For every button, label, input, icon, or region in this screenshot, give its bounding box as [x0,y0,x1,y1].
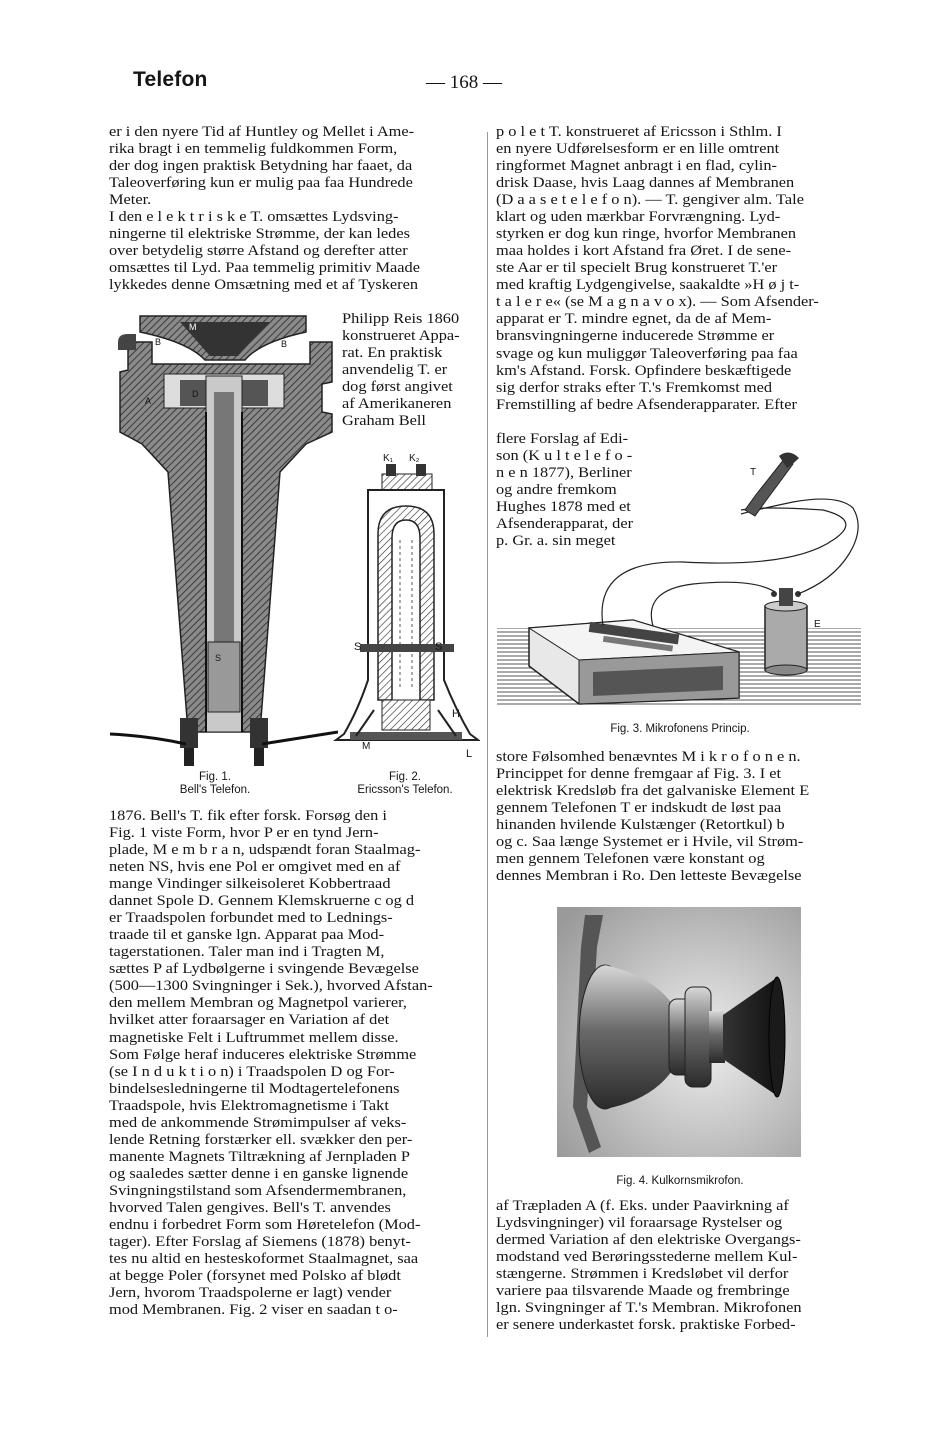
text-line: Meter. [109,192,152,209]
figure-3-microphone-principle [493,450,865,712]
column-rule [487,132,488,1337]
figure-1-label: D [192,389,199,399]
text-line: (D a a s e t e l e f o n). — T. gengiver alm. Tale [496,192,804,209]
text-line: rat. En praktisk [342,345,443,362]
figure-1-label: B [281,339,288,349]
text-line: ringformet Magnet anbragt i en flad, cylin- [496,158,777,175]
text-line: tager). Efter Forslag af Siemens (1878) benyt- [109,1234,411,1250]
figure-4-caption: Fig. 4. Kulkornsmikrofon. [616,1175,744,1187]
text-line: manente Magnets Tiltrækning af Jernpladen P [109,1148,410,1165]
figure-4-carbon-microphone-photo [557,907,801,1157]
figure-1-bell-telephone [110,312,338,768]
text-line: rika bragt i en temmelig fuldkommen Form, [109,141,398,158]
text-line: sættes P af Lydbølgerne i svingende Bevægelse [109,961,419,978]
text-line: anvendelig T. er [342,362,448,379]
text-line: Svingningstilstand som Afsendermembranen, [109,1182,407,1199]
text-line: Graham Bell [342,413,426,430]
text-line: Princippet for denne fremgaar af Fig. 3. I et [496,766,782,783]
text-line: variere paa tilsvarende Maade og frembringe [496,1283,790,1300]
running-head-title: Telefon [133,68,208,91]
text-line: er senere underkastet forsk. praktiske Forbed- [496,1317,796,1334]
text-line: tes nu altid en hesteskoformet Staalmagnet, saa [109,1251,419,1268]
text-line: km's Afstand. Forsk. Opfindere beskæftigede [496,362,792,379]
text-line: og saaledes sætter denne i en ganske lignende [109,1165,409,1182]
figure-1-label: B [155,337,162,347]
text-line: klart og uden mærkbar Forvrængning. Lyd- [496,209,781,226]
text-line: gennem Telefonen T er indskudt de løst paa [496,800,782,817]
text-line: stængerne. Strømmen i Kredsløbet vil derfor [496,1266,789,1283]
text-line: og andre fremkom [496,482,617,499]
text-line: er i den nyere Tid af Huntley og Mellet i Ame- [109,124,415,140]
figure-2-label: M [362,741,371,752]
text-line: 1876. Bell's T. fik efter forsk. Forsøg den i [109,808,387,824]
text-line: men gennem Telefonen være konstant og [496,851,765,868]
text-line: tagerstationen. Taler man ind i Tragten M, [109,944,385,961]
figure-2-label: H [452,708,460,720]
text-line: store Følsomhed benævntes M i k r o f o n e n. [496,749,801,765]
figure-1-label: S [215,653,222,663]
text-line: neten NS, hvis ene Pol er omgivet med en af [109,859,401,876]
figure-2-label: K₁ [383,453,394,464]
text-line: styrken er dog kun ringe, hvorfor Membranen [496,226,797,243]
text-line: traade til et ganske lgn. Apparat paa Mod- [109,927,385,944]
text-line: apparat er T. mindre egnet, da de af Mem- [496,311,772,328]
text-line: hinanden hvilende Kulstænger (Retortkul) b [496,817,785,834]
text-line: p. Gr. a. sin meget [496,533,616,550]
text-line: Traadspole, hvis Elektromagnetisme i Takt [109,1097,389,1114]
text-line: (500—1300 Svingninger i Sek.), hvorved Afstan- [109,978,433,995]
figure-2-label: L [466,748,473,760]
figure-2-caption-line2: Ericsson's Telefon. [357,784,453,796]
text-line: Som Følge heraf induceres elektriske Strømme [109,1046,417,1063]
text-line: lende Retning forstærker ell. svækker den per- [109,1131,413,1148]
text-line: (se I n d u k t i o n) i Traadspolen D og For- [109,1063,395,1080]
text-line: af Amerikaneren [342,396,452,413]
text-line: bindelsesledningerne til Modtagertelefonens [109,1080,400,1097]
figure-1-caption-line1: Fig. 1. [199,771,231,783]
figure-3-label-e: E [814,619,821,630]
text-line: dannet Spole D. Gennem Klemskruerne c og d [109,893,415,910]
text-line: Jern, hvorom Traadspolerne er lagt) vender [109,1285,392,1302]
text-line: elektrisk Kredsløb fra det galvaniske Element E [496,783,810,800]
figure-2-label: K₂ [409,453,420,464]
figure-2-label: S [354,641,362,653]
text-line: er Traadspolen forbundet med to Lednings- [109,910,393,927]
text-line: Taleoverføring kun er mulig paa faa Hundrede [109,175,413,192]
text-line: ste Aar er til specielt Brug konstrueret T.'er [496,260,778,277]
text-line: en nyere Udførelsesform er en lille omtrent [496,141,780,158]
text-line: Fig. 1 viste Form, hvor P er en tynd Jern- [109,825,379,842]
text-line: hvorved Talen gengives. Bell's T. anvendes [109,1199,391,1216]
text-line: endnu i forbedret Form som Høretelefon (Mod- [109,1216,421,1233]
text-line: flere Forslag af Edi- [496,431,629,447]
text-line: dog først angivet [342,379,453,396]
text-line: Lydsvingninger) vil foraarsage Rystelser og [496,1215,783,1232]
text-line: I den e l e k t r i s k e T. omsættes Lydsving- [109,209,399,226]
text-line: modstand ved Berøringsstederne mellem Kul- [496,1249,798,1266]
figure-2-caption-line1: Fig. 2. [389,771,421,783]
page-number: — 168 — [426,72,502,93]
text-line: dermed Variation af den elektriske Overgangs- [496,1232,801,1249]
text-line: t a l e r e« (se M a g n a v o x). — Som Afsender- [496,294,819,311]
text-line: Afsenderapparat, der [496,516,634,533]
text-line: konstrueret Appa- [342,328,460,345]
text-line: bransvingningerne inducerede Strømme er [496,328,775,345]
text-line: omsættes til Lyd. Paa temmelig primitiv Maade [109,260,420,277]
text-line: den mellem Membran og Magnetpol varierer, [109,995,408,1012]
text-line: Philipp Reis 1860 [342,311,460,328]
text-line: lykkedes denne Omsætning med et af Tyskeren [109,277,419,294]
text-line: dennes Membran i Ro. Den letteste Bevægelse [496,868,802,885]
text-line: maa holdes i kort Afstand fra Øret. I de sene- [496,243,792,260]
text-line: svage og kun muliggør Taleoverføring paa faa [496,345,798,362]
figure-3-label-t: T [750,467,757,478]
text-line: af Træpladen A (f. Eks. under Paavirkning af [496,1198,789,1214]
text-line: son (K u l t e l e f o - [496,448,633,465]
text-line: Hughes 1878 med et [496,499,631,516]
text-line: ningerne til elektriske Strømme, der kan ledes [109,226,410,243]
figure-3-caption: Fig. 3. Mikrofonens Princip. [610,723,750,735]
text-line: p o l e t T. konstrueret af Ericsson i Sthlm. I [496,124,782,140]
text-line: hvilket atter foraarsager en Variation af det [109,1012,390,1029]
text-line: mod Membranen. Fig. 2 viser en saadan t o- [109,1302,398,1319]
text-line: Fremstilling af bedre Afsenderapparater. Efter [496,396,797,413]
text-line: lgn. Svingninger af T.'s Membran. Mikrofonen [496,1300,802,1317]
text-line: mange Vindinger silkeisoleret Kobbertraad [109,876,391,893]
text-line: over betydelig større Afstand og derefter atter [109,243,408,260]
figure-2-label: S [435,641,443,653]
figure-1-label: A [145,396,152,406]
text-line: med de ankommende Strømimpulser af veks- [109,1114,407,1131]
text-line: at begge Poler (forsynet med Polsko af blødt [109,1268,401,1285]
figure-1-label: M [189,322,197,332]
text-line: sig derfor straks efter T.'s Fremkomst med [496,379,773,396]
text-line: magnetiske Felt i Luftrummet mellem disse. [109,1029,399,1046]
text-line: der dog ingen praktisk Betydning har faaet, da [109,158,413,175]
figure-1-caption-line2: Bell's Telefon. [179,784,251,796]
text-line: plade, M e m b r a n, udspændt foran Staalmag- [109,842,421,859]
text-line: med kraftig Lydgengivelse, saakaldte »H ø j t- [496,277,800,294]
text-line: drisk Daase, hvis Laag dannes af Membranen [496,175,795,192]
text-line: n e n 1877), Berliner [496,465,632,482]
text-line: og c. Saa længe Systemet er i Hvile, vil Strøm- [496,834,804,851]
